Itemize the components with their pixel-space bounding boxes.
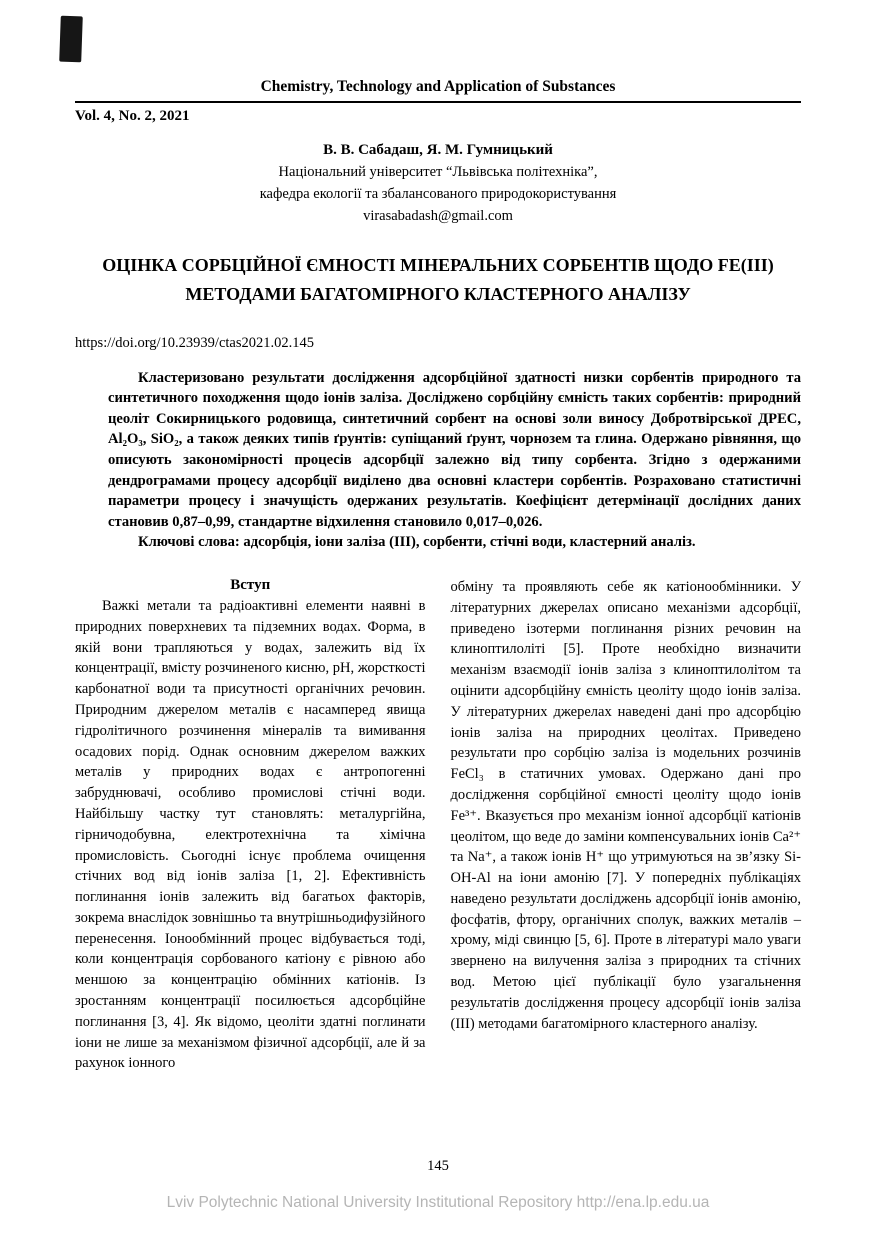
author-affiliation: Національний університет “Львівська політехніка”, — [278, 164, 598, 180]
journal-title: Chemistry, Technology and Application of Substances — [260, 78, 616, 95]
left-column — [75, 577, 426, 1074]
journal-header — [75, 78, 801, 103]
doi-link: https://doi.org/10.23939/ctas2021.02.145 — [75, 334, 314, 351]
intro-paragraph-left: Важкі метали та радіоактивні елементи наявні в природних поверхневих та підземних водах. Форма, в якій вони трапляються у водах, залежить від їх концентрації, вмісту розчиненого кисню, рН, жорсткості карбонатної води та присутності органічних речовин. Природним джерелом металів є насамперед явища гідролітичного розчинення мінералів та вимивання осадових порід. Однак основним джерелом важких металів у природних водах є антропогенні забруднювачі, особливо промислові стічні води. Найбільшу частку тут становлять: металургійна, гірничодобувна, електротехнічна та хімічна промисловість. Сьогодні існує проблема очищення стічних вод від іонів заліза [1, 2]. Ефективність поглинання іонів залежить від багатьох факторів, зокрема внаслідок зовнішньо та внутрішньодифузійного перенесення. Іонообмінний процес відбувається тоді, коли концентрація сорбованого катіону є рівною або меншою за концентрацію обмінних катіонів. Із зростанням концентрації посилюється адсорбційне поглинання [3, 4]. Як відомо, цеоліти здатні поглинати іони не лише за механізмом фізичної адсорбції, але й за рахунок іонного — [75, 597, 426, 1072]
author-department: кафедра екології та збалансованого природокористування — [259, 186, 617, 202]
author-names: В. В. Сабадаш, Я. М. Гумницький — [323, 142, 553, 158]
section-heading-intro: Вступ — [230, 576, 271, 593]
keywords-line: Ключові слова: адсорбція, іони заліза (III), сорбенти, стічні води, кластерний аналіз. — [138, 534, 696, 551]
body-columns — [75, 577, 801, 1074]
repository-footer: Lviv Polytechnic National University Institutional Repository http://ena.lp.edu.ua — [166, 1194, 710, 1211]
volume-info: Vol. 4, No. 2, 2021 — [75, 108, 190, 124]
page-content — [75, 78, 801, 1074]
author-email: virasabadash@gmail.com — [363, 208, 513, 224]
page-number: 145 — [427, 1158, 449, 1174]
scan-artifact-mark — [59, 16, 83, 63]
right-column — [451, 577, 802, 1074]
intro-paragraph-right: обміну та проявляють себе як катіонообмінники. У літературних джерелах описано механізми адсорбції, приведено ізотерми поглинання різних речовин на клиноптилоліті [5]. Проте необхідно визначити механізм взаємодії іонів заліза з клиноптилолітом та оцінити адсорбційну ємність цеоліту щодо іонів заліза. У літературних джерелах наведені дані про адсорбцію іонів заліза на природних цеолітах. Приведено результати про сорбцію заліза із модельних розчинів FeCl₃ в статичних умовах. Одержано дані про дослідження сорбційної ємності цеоліту щодо іонів Fe³⁺. Вказується про механізм іонної адсорбції катіонів цеолітом, що веде до заміни компенсувальних іонів Ca²⁺ та Na⁺, а також іонів H⁺ що утримуються на зв’язку Si-OH-Al на іони амонію [7]. У попередніх публікаціях наведено результати досліджень адсорбції іонів амонію, фосфатів, фтору, органічних сполук, важких металів – хрому, міді свинцю [5, 6]. Проте в літературі мало уваги звернено на вилучення заліза з природних та стічних вод. Метою цієї публікації було узагальнення результатів дослідження процесу адсорбції іонів заліза (III) методами багатомірного кластерного аналізу. — [450, 578, 801, 1032]
abstract-text: Кластеризовано результати дослідження адсорбційної здатності низки сорбентів природного та синтетичного походження щодо іонів заліза. Досліджено сорбційну ємність таких сорбентів: природний цеоліт Сокирницького родовища, синтетичний сорбент на основі золи виносу Добротвірської ДРЕС, Al₂O₃, SiO₂, а також деяких типів ґрунтів: супіщаний ґрунт, чорнозем та глина. Одержано рівняння, що описують закономірності процесів адсорбції залежно від типу сорбента. Згідно з одержаними дендрограмами процесу адсорбції виділено два основні кластери сорбентів. Розраховано статистичні параметри процесу і значущість одержаних результатів. Коефіцієнт детермінації дослідних даних становив 0,87–0,99, стандартне відхилення становило 0,017–0,026. — [108, 369, 801, 530]
article-title: ОЦІНКА СОРБЦІЙНОЇ ЄМНОСТІ МІНЕРАЛЬНИХ СОРБЕНТІВ ЩОДО FE(III) МЕТОДАМИ БАГАТОМІРНОГО КЛАСТЕРНОГО АНАЛІЗУ — [102, 255, 774, 304]
